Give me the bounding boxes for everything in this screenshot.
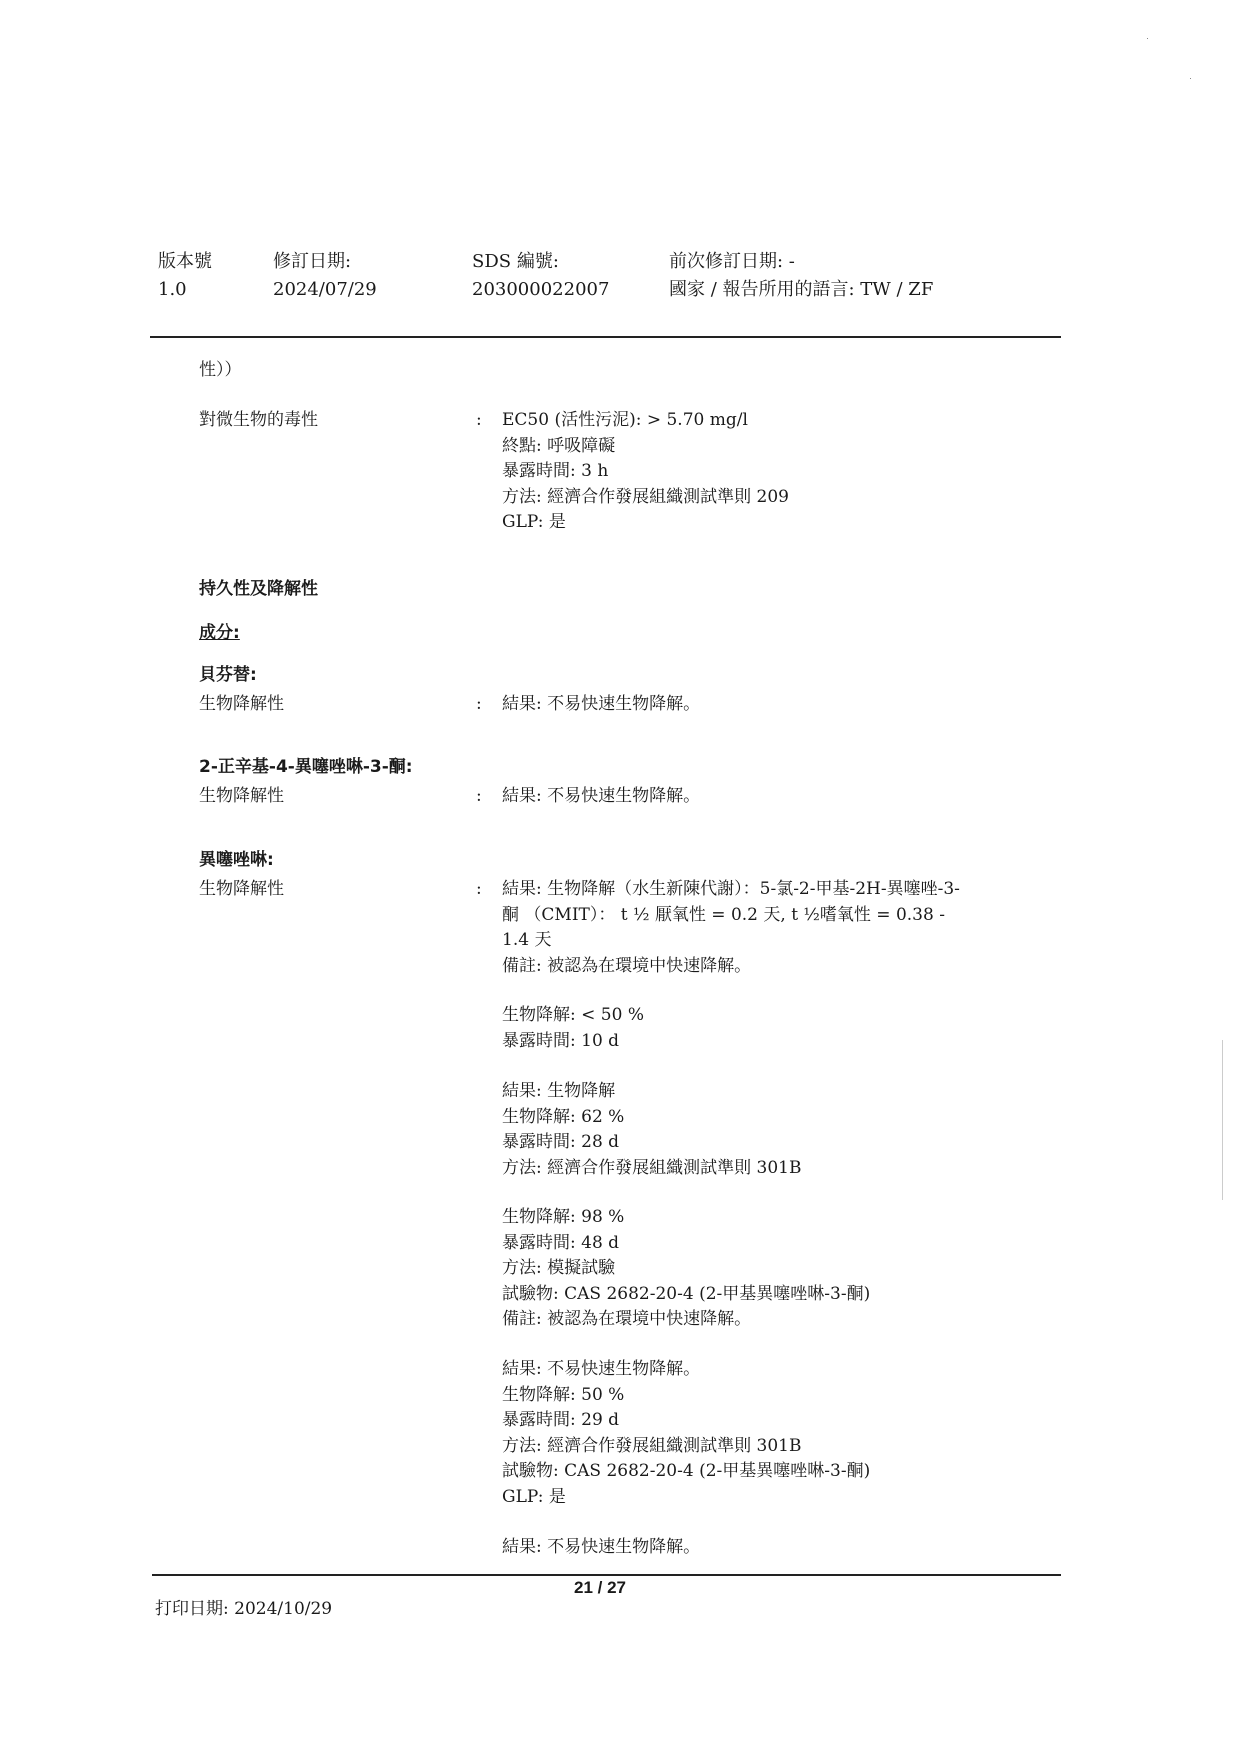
value-line: 暴露時間: 28 d <box>502 1132 620 1152</box>
sds-number-value: 203000022007 <box>472 279 610 300</box>
biodegradability-label: 生物降解性 <box>199 786 284 806</box>
value-line: 暴露時間: 10 d <box>502 1030 620 1051</box>
value-line: 生物降解: 50 % <box>502 1384 625 1405</box>
biodegradability-block <box>502 1535 700 1561</box>
version-label: 版本號 <box>158 251 212 272</box>
continuation-text: 性）） <box>199 360 242 380</box>
value-line: 結果: 不易快速生物降解。 <box>502 1537 701 1557</box>
value-line: 暴露時間: 3 h <box>502 461 609 481</box>
footer-divider <box>152 1574 1061 1576</box>
value-line: 方法: 經濟合作發展組織測試準則 301B <box>502 1435 802 1456</box>
biodegradability-value: 結果: 不易快速生物降解。 <box>502 694 701 714</box>
country-language: 國家 / 報告所用的語言: TW / ZF <box>669 279 934 300</box>
value-line: GLP: 是 <box>502 512 566 532</box>
value-line: 暴露時間: 48 d <box>502 1232 620 1253</box>
previous-revision-label: 前次修訂日期: - <box>669 251 795 272</box>
value-line: 生物降解: < 50 % <box>502 1005 644 1025</box>
component-name: 2-正辛基-4-異噻唑啉-3-酮: <box>199 757 413 777</box>
value-line: 暴露時間: 29 d <box>502 1410 620 1430</box>
value-line: GLP: 是 <box>502 1486 566 1507</box>
print-date: 打印日期: 2024/10/29 <box>155 1599 333 1619</box>
value-line: 終點: 呼吸障礙 <box>502 435 616 456</box>
header-divider <box>150 336 1061 338</box>
value-line: 方法: 模擬試驗 <box>502 1258 616 1278</box>
biodegradability-block <box>502 1205 870 1333</box>
value-line: 生物降解: 98 % <box>502 1207 625 1227</box>
biodegradability-block <box>502 877 960 979</box>
biodegradability-block <box>502 1003 644 1054</box>
revision-label: 修訂日期: <box>273 251 352 272</box>
sds-number-label: SDS 編號: <box>472 251 559 272</box>
component-name: 異噻唑啉: <box>199 850 274 870</box>
value-line: 試驗物: CAS 2682-20-4 (2-甲基異噻唑啉-3-酮) <box>502 1283 871 1304</box>
persistence-heading: 持久性及降解性 <box>199 579 318 599</box>
value-line: 備註: 被認為在環境中快速降解。 <box>502 1309 752 1329</box>
value-line: 方法: 經濟合作發展組織測試準則 209 <box>502 486 789 507</box>
field-colon: : <box>476 410 482 430</box>
value-line: EC50 (活性污泥): > 5.70 mg/l <box>502 410 748 430</box>
biodegradability-block <box>502 1357 870 1510</box>
biodegradability-label: 生物降解性 <box>199 694 284 714</box>
value-line: 結果: 生物降解 <box>502 1081 616 1101</box>
value-line: 方法: 經濟合作發展組織測試準則 301B <box>502 1157 802 1178</box>
value-line: 試驗物: CAS 2682-20-4 (2-甲基異噻唑啉-3-酮) <box>502 1461 871 1481</box>
value-line: 生物降解: 62 % <box>502 1106 625 1127</box>
component-name: 貝芬替: <box>199 665 257 685</box>
version-value: 1.0 <box>158 279 187 300</box>
field-colon: : <box>476 694 482 714</box>
scan-speck <box>1147 38 1148 39</box>
microorganism-toxicity-label: 對微生物的毒性 <box>199 410 318 430</box>
scan-speck <box>1190 78 1191 79</box>
biodegradability-block <box>502 1079 801 1181</box>
value-line: 酮 （CMIT）： t ½ 厭氧性 = 0.2 天, t ½嗜氧性 = 0.38 - <box>502 904 945 925</box>
scan-edge-mark <box>1222 1040 1223 1200</box>
value-line: 結果: 生物降解（水生新陳代謝）：5-氯-2-甲基-2H-異噻唑-3- <box>502 879 960 899</box>
field-colon: : <box>476 879 482 899</box>
value-line: 1.4 天 <box>502 930 552 950</box>
components-heading: 成分: <box>199 623 240 643</box>
field-colon: : <box>476 786 482 806</box>
revision-value: 2024/07/29 <box>273 279 377 300</box>
biodegradability-label: 生物降解性 <box>199 879 284 899</box>
biodegradability-value: 結果: 不易快速生物降解。 <box>502 786 701 806</box>
value-line: 備註: 被認為在環境中快速降解。 <box>502 955 752 976</box>
value-line: 結果: 不易快速生物降解。 <box>502 1359 701 1379</box>
page-number: 21 / 27 <box>574 1578 626 1597</box>
microorganism-toxicity-values <box>502 408 789 536</box>
